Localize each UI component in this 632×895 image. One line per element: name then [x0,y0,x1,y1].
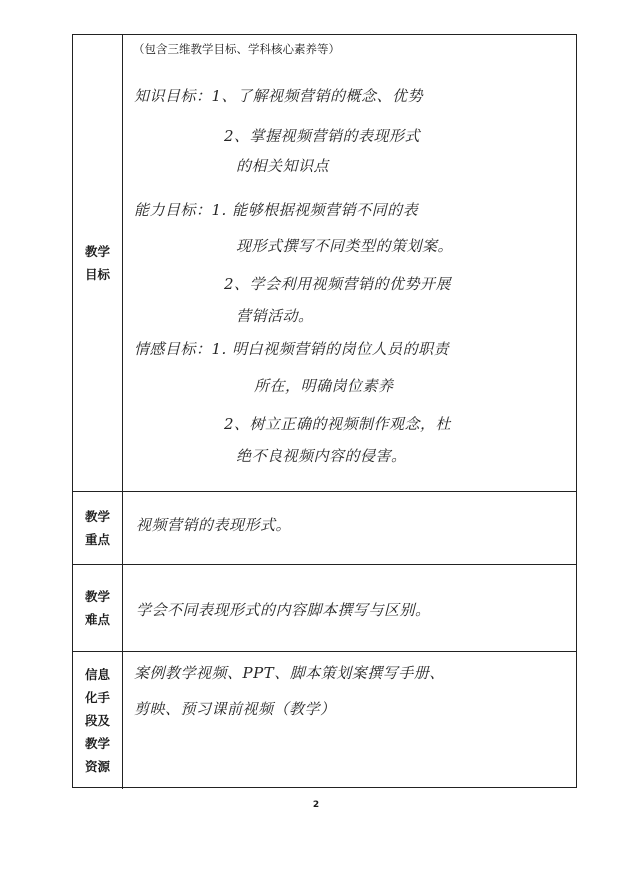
objective-line: 情感目标：1. 明白视频营销的岗位人员的职责 [134,340,450,358]
objectives-label: 教学目标 [84,244,110,282]
resources-line: 案例教学视频、PPT、脚本策划案撰写手册、 [134,664,445,682]
resources-label: 信息化手段及教学资源 [84,667,110,774]
page-number: 2 [312,800,320,810]
key-points-content-cell [124,492,576,564]
resources-label-cell [73,652,123,789]
objective-line: 绝不良视频内容的侵害。 [236,447,407,465]
objectives-note: （包含三维教学目标、学科核心素养等） [133,42,340,56]
difficulties-content-cell [124,565,576,651]
objective-line: 现形式撰写不同类型的策划案。 [236,237,454,255]
difficulties-label: 教学难点 [84,589,110,627]
key-points-text: 视频营销的表现形式。 [136,516,292,534]
key-points-label: 教学重点 [84,509,110,547]
objective-line: 所在，明确岗位素养 [254,377,394,395]
lesson-plan-table [72,34,577,788]
difficulties-text: 学会不同表现形式的内容脚本撰写与区别。 [136,601,431,619]
objective-line: 的相关知识点 [236,157,330,175]
resources-content-cell [124,652,576,789]
objective-line: 能力目标：1. 能够根据视频营销不同的表 [134,201,419,219]
key-points-row [73,492,576,565]
objective-line: 2、掌握视频营销的表现形式 [224,127,421,145]
objectives-label-cell [73,35,123,491]
difficulties-row [73,565,576,652]
key-points-label-cell [73,492,123,564]
difficulties-label-cell [73,565,123,651]
objective-line: 2、树立正确的视频制作观念，杜 [224,415,452,433]
resources-line: 剪映、预习课前视频（教学） [134,700,336,718]
objective-line: 营销活动。 [236,307,314,325]
objectives-row [73,35,576,492]
resources-row [73,652,576,789]
objective-line: 2、学会利用视频营销的优势开展 [224,275,452,293]
objective-line: 知识目标：1、了解视频营销的概念、优势 [134,87,424,105]
objectives-content-cell [124,35,576,491]
